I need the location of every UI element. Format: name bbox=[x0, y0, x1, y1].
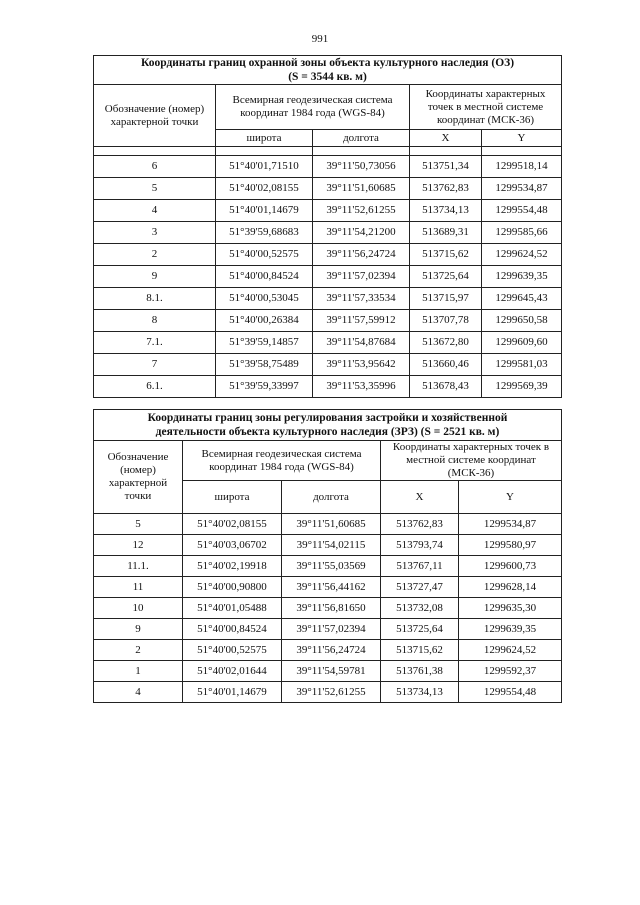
header-y: Y bbox=[482, 130, 562, 147]
cell-point: 7 bbox=[94, 354, 216, 376]
cell-latitude: 51°40'00,84524 bbox=[183, 619, 282, 640]
cell-longitude: 39°11'54,59781 bbox=[282, 661, 381, 682]
cell-longitude: 39°11'54,21200 bbox=[313, 222, 410, 244]
cell-y: 1299609,60 bbox=[482, 332, 562, 354]
cell-y: 1299518,14 bbox=[482, 156, 562, 178]
regulation-zone-title bbox=[94, 410, 562, 441]
cell-longitude: 39°11'56,24724 bbox=[313, 244, 410, 266]
cell-longitude: 39°11'51,60685 bbox=[282, 514, 381, 535]
table-row bbox=[94, 619, 562, 640]
header-point: Обозначение (номер) характерной точки bbox=[94, 441, 183, 514]
table-row bbox=[94, 577, 562, 598]
cell-point: 5 bbox=[94, 178, 216, 200]
cell-latitude: 51°40'00,52575 bbox=[216, 244, 313, 266]
cell-latitude: 51°40'01,05488 bbox=[183, 598, 282, 619]
cell-longitude: 39°11'55,03569 bbox=[282, 556, 381, 577]
cell-x: 513751,34 bbox=[410, 156, 482, 178]
table-row bbox=[94, 332, 562, 354]
protection-zone-rows bbox=[94, 156, 562, 398]
table-row bbox=[94, 514, 562, 535]
cell-longitude: 39°11'57,02394 bbox=[282, 619, 381, 640]
cell-longitude: 39°11'56,44162 bbox=[282, 577, 381, 598]
cell-longitude: 39°11'50,73056 bbox=[313, 156, 410, 178]
regulation-zone-rows bbox=[94, 514, 562, 703]
cell-latitude: 51°40'01,14679 bbox=[216, 200, 313, 222]
cell-latitude: 51°40'01,71510 bbox=[216, 156, 313, 178]
table-row bbox=[94, 156, 562, 178]
table-row bbox=[94, 556, 562, 577]
header-y: Y bbox=[459, 481, 562, 514]
header-wgs84: Всемирная геодезическая система координат 1984 года (WGS-84) bbox=[183, 441, 381, 481]
cell-latitude: 51°39'58,75489 bbox=[216, 354, 313, 376]
cell-longitude: 39°11'52,61255 bbox=[282, 682, 381, 703]
header-latitude: широта bbox=[216, 130, 313, 147]
header-x: X bbox=[410, 130, 482, 147]
cell-y: 1299635,30 bbox=[459, 598, 562, 619]
cell-x: 513734,13 bbox=[410, 200, 482, 222]
cell-longitude: 39°11'57,59912 bbox=[313, 310, 410, 332]
cell-y: 1299592,37 bbox=[459, 661, 562, 682]
header-wgs84: Всемирная геодезическая система координат 1984 года (WGS-84) bbox=[216, 85, 410, 130]
cell-longitude: 39°11'56,24724 bbox=[282, 640, 381, 661]
cell-x: 513725,64 bbox=[381, 619, 459, 640]
table-row bbox=[94, 598, 562, 619]
table-row bbox=[94, 661, 562, 682]
cell-x: 513761,38 bbox=[381, 661, 459, 682]
cell-latitude: 51°40'00,90800 bbox=[183, 577, 282, 598]
header-point: Обозначение (номер) характерной точки bbox=[94, 85, 216, 147]
cell-point: 11.1. bbox=[94, 556, 183, 577]
table-row bbox=[94, 354, 562, 376]
cell-y: 1299624,52 bbox=[459, 640, 562, 661]
cell-latitude: 51°40'02,08155 bbox=[183, 514, 282, 535]
header-latitude: широта bbox=[183, 481, 282, 514]
cell-y: 1299628,14 bbox=[459, 577, 562, 598]
cell-y: 1299650,58 bbox=[482, 310, 562, 332]
cell-latitude: 51°40'02,01644 bbox=[183, 661, 282, 682]
cell-longitude: 39°11'56,81650 bbox=[282, 598, 381, 619]
cell-y: 1299585,66 bbox=[482, 222, 562, 244]
spacer-cell bbox=[482, 147, 562, 156]
title-line-1: Координаты границ зоны регулирования застройки и хозяйственной bbox=[147, 412, 508, 424]
table-row bbox=[94, 266, 562, 288]
cell-longitude: 39°11'54,87684 bbox=[313, 332, 410, 354]
cell-point: 5 bbox=[94, 514, 183, 535]
cell-latitude: 51°40'03,06702 bbox=[183, 535, 282, 556]
cell-point: 2 bbox=[94, 640, 183, 661]
cell-point: 2 bbox=[94, 244, 216, 266]
page-number: 991 bbox=[311, 33, 329, 45]
cell-point: 8 bbox=[94, 310, 216, 332]
cell-latitude: 51°40'00,53045 bbox=[216, 288, 313, 310]
cell-point: 6 bbox=[94, 156, 216, 178]
header-msk36: Координаты характерных точек в местной системе координат (МСК-36) bbox=[381, 441, 562, 481]
cell-x: 513678,43 bbox=[410, 376, 482, 398]
cell-x: 513715,62 bbox=[410, 244, 482, 266]
cell-point: 11 bbox=[94, 577, 183, 598]
header-longitude: долгота bbox=[313, 130, 410, 147]
cell-point: 3 bbox=[94, 222, 216, 244]
cell-x: 513660,46 bbox=[410, 354, 482, 376]
cell-point: 4 bbox=[94, 200, 216, 222]
cell-longitude: 39°11'57,02394 bbox=[313, 266, 410, 288]
cell-latitude: 51°39'59,14857 bbox=[216, 332, 313, 354]
cell-y: 1299569,39 bbox=[482, 376, 562, 398]
cell-y: 1299600,73 bbox=[459, 556, 562, 577]
cell-longitude: 39°11'57,33534 bbox=[313, 288, 410, 310]
cell-y: 1299624,52 bbox=[482, 244, 562, 266]
cell-x: 513793,74 bbox=[381, 535, 459, 556]
cell-point: 8.1. bbox=[94, 288, 216, 310]
table-row bbox=[94, 682, 562, 703]
spacer-cell bbox=[313, 147, 410, 156]
cell-x: 513727,47 bbox=[381, 577, 459, 598]
regulation-zone-table bbox=[93, 409, 562, 703]
cell-point: 9 bbox=[94, 619, 183, 640]
cell-x: 513689,31 bbox=[410, 222, 482, 244]
cell-latitude: 51°40'02,19918 bbox=[183, 556, 282, 577]
cell-latitude: 51°39'59,33997 bbox=[216, 376, 313, 398]
cell-y: 1299534,87 bbox=[482, 178, 562, 200]
spacer-cell bbox=[94, 147, 216, 156]
cell-y: 1299554,48 bbox=[459, 682, 562, 703]
cell-x: 513725,64 bbox=[410, 266, 482, 288]
cell-y: 1299645,43 bbox=[482, 288, 562, 310]
title-line-2: деятельности объекта культурного наследия (ЗРЗ) (S = 2521 кв. м) bbox=[155, 426, 500, 438]
cell-point: 4 bbox=[94, 682, 183, 703]
cell-y: 1299554,48 bbox=[482, 200, 562, 222]
table-row bbox=[94, 288, 562, 310]
cell-y: 1299639,35 bbox=[482, 266, 562, 288]
table-row bbox=[94, 200, 562, 222]
cell-y: 1299534,87 bbox=[459, 514, 562, 535]
cell-latitude: 51°40'02,08155 bbox=[216, 178, 313, 200]
cell-point: 6.1. bbox=[94, 376, 216, 398]
title-line-1: Координаты границ охранной зоны объекта культурного наследия (ОЗ) bbox=[140, 57, 515, 69]
cell-longitude: 39°11'54,02115 bbox=[282, 535, 381, 556]
cell-longitude: 39°11'52,61255 bbox=[313, 200, 410, 222]
table-row bbox=[94, 640, 562, 661]
cell-longitude: 39°11'53,95642 bbox=[313, 354, 410, 376]
cell-y: 1299639,35 bbox=[459, 619, 562, 640]
title-line-2: (S = 3544 кв. м) bbox=[288, 71, 367, 83]
table-row bbox=[94, 535, 562, 556]
cell-latitude: 51°40'01,14679 bbox=[183, 682, 282, 703]
cell-latitude: 51°39'59,68683 bbox=[216, 222, 313, 244]
cell-x: 513767,11 bbox=[381, 556, 459, 577]
cell-x: 513762,83 bbox=[410, 178, 482, 200]
header-msk36: Координаты характерных точек в местной системе координат (МСК-36) bbox=[410, 85, 562, 130]
cell-x: 513762,83 bbox=[381, 514, 459, 535]
cell-y: 1299580,97 bbox=[459, 535, 562, 556]
cell-point: 12 bbox=[94, 535, 183, 556]
spacer-cell bbox=[410, 147, 482, 156]
cell-point: 7.1. bbox=[94, 332, 216, 354]
cell-x: 513715,97 bbox=[410, 288, 482, 310]
spacer-cell bbox=[216, 147, 313, 156]
cell-x: 513707,78 bbox=[410, 310, 482, 332]
cell-x: 513672,80 bbox=[410, 332, 482, 354]
cell-latitude: 51°40'00,84524 bbox=[216, 266, 313, 288]
table-row bbox=[94, 222, 562, 244]
cell-longitude: 39°11'51,60685 bbox=[313, 178, 410, 200]
cell-point: 1 bbox=[94, 661, 183, 682]
header-x: X bbox=[381, 481, 459, 514]
table-row bbox=[94, 244, 562, 266]
cell-latitude: 51°40'00,52575 bbox=[183, 640, 282, 661]
table-row bbox=[94, 376, 562, 398]
cell-point: 10 bbox=[94, 598, 183, 619]
table-row bbox=[94, 310, 562, 332]
cell-y: 1299581,03 bbox=[482, 354, 562, 376]
header-longitude: долгота bbox=[282, 481, 381, 514]
protection-zone-table bbox=[93, 55, 562, 398]
cell-x: 513732,08 bbox=[381, 598, 459, 619]
table-row bbox=[94, 178, 562, 200]
cell-longitude: 39°11'53,35996 bbox=[313, 376, 410, 398]
cell-point: 9 bbox=[94, 266, 216, 288]
protection-zone-title bbox=[94, 56, 562, 85]
cell-x: 513715,62 bbox=[381, 640, 459, 661]
cell-latitude: 51°40'00,26384 bbox=[216, 310, 313, 332]
cell-x: 513734,13 bbox=[381, 682, 459, 703]
